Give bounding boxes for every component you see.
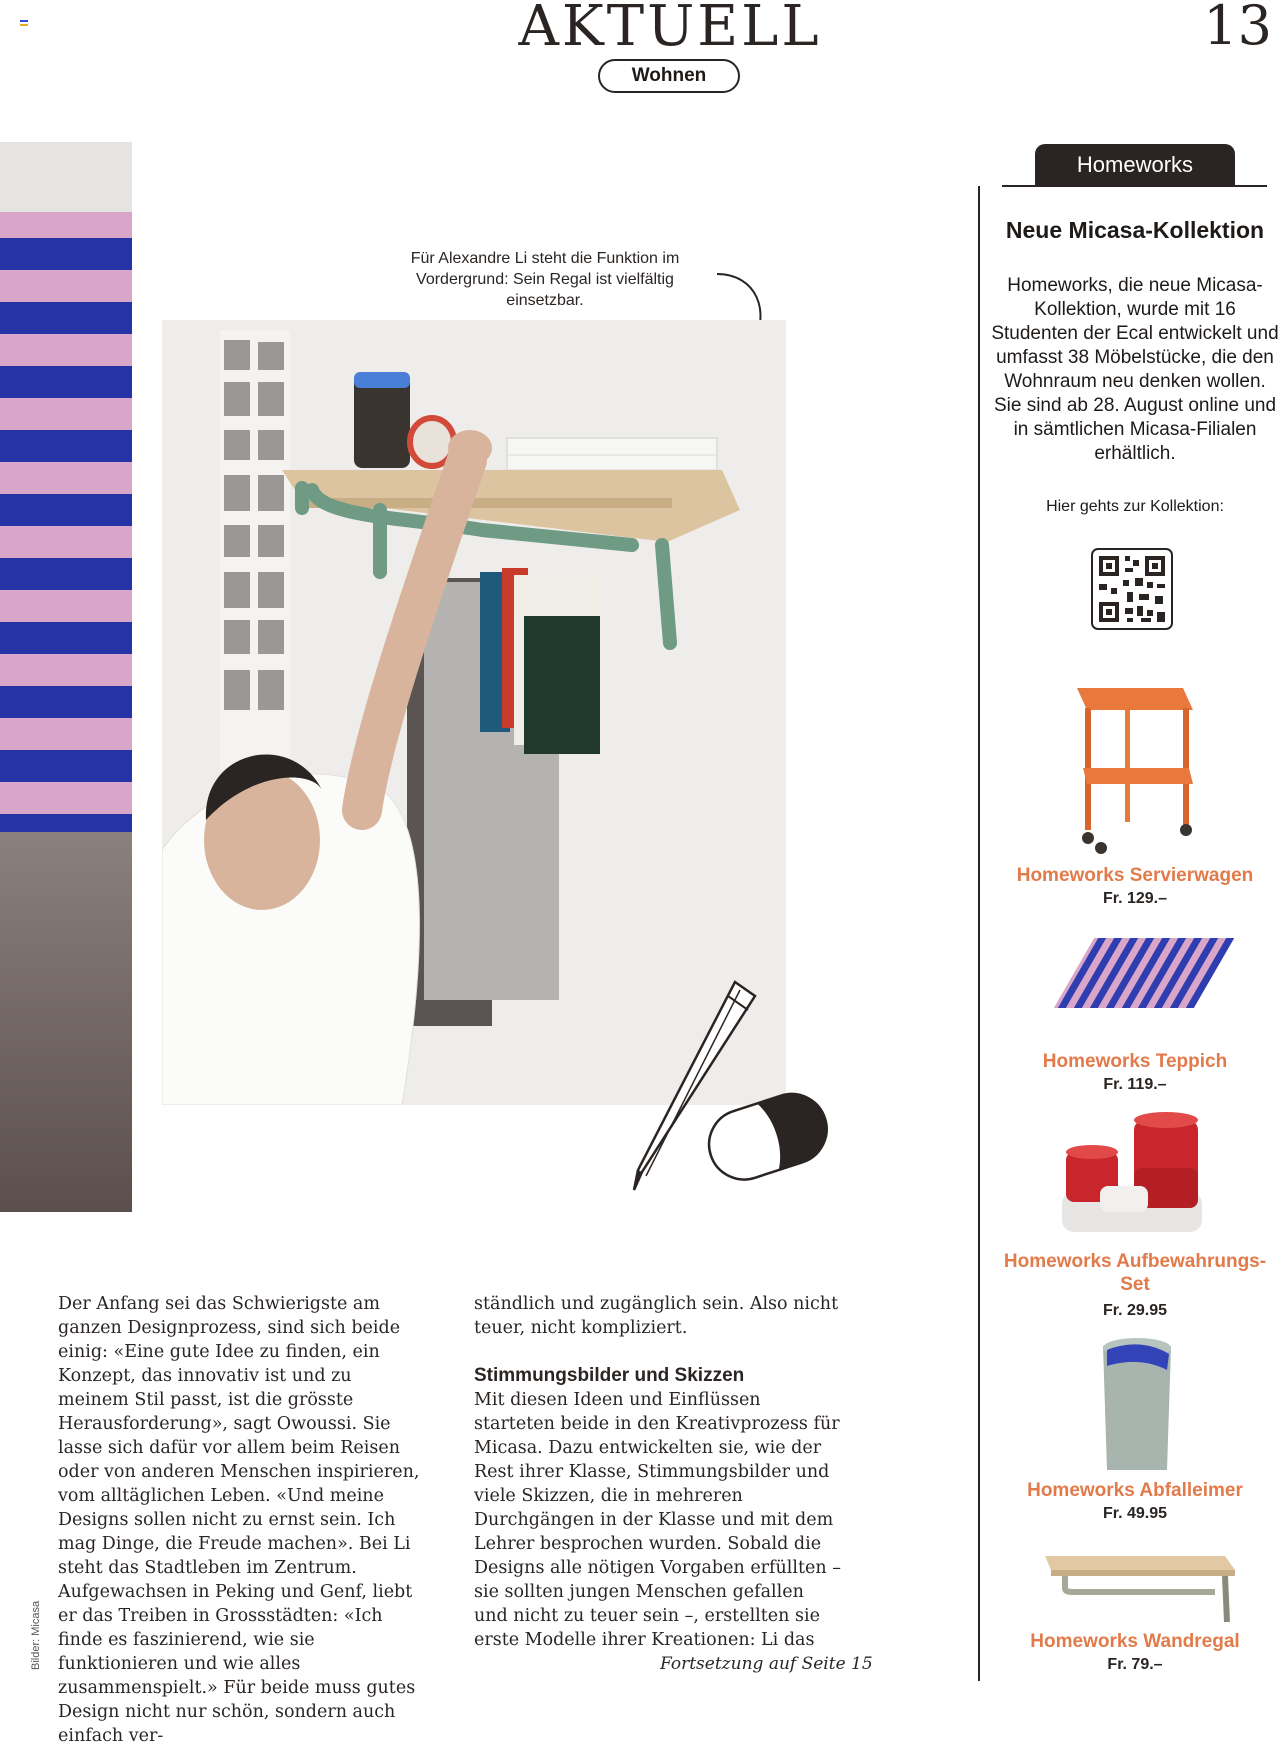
sidebar-title: Neue Micasa-Kollektion (1005, 217, 1265, 243)
product-price: Fr. 29.95 (1102, 1302, 1168, 1319)
rug-photo (0, 142, 132, 1212)
article-column-2 (474, 1292, 842, 1652)
page-number: 13 (1203, 0, 1272, 57)
product-image-teppich (1040, 928, 1240, 1028)
product-image-aufbewahrungs-set (1060, 1112, 1210, 1240)
photo-caption: Für Alexandre Li steht die Funktion im Vordergrund: Sein Regal ist vielfältig einsetzbar. (410, 250, 680, 309)
sidebar-tab: Homeworks (1035, 144, 1235, 186)
pencil-eraser-doodle-icon (620, 972, 850, 1232)
article-paragraph: ständlich und zugänglich sein. Also nicht teuer, nicht kompliziert. (474, 1294, 839, 1338)
photo-credit: Bilder: Micasa (30, 1600, 42, 1670)
product-image-abfalleimer (1097, 1336, 1177, 1476)
product-name[interactable]: Homeworks Abfalleimer (1027, 1480, 1243, 1501)
product-image-servierwagen (1065, 680, 1205, 860)
sidebar-divider (978, 186, 980, 1681)
collection-link-label: Hier gehts zur Kollektion: (1046, 498, 1224, 515)
section-label: Wohnen (598, 59, 740, 93)
article-subhead: Stimmungsbilder und Skizzen (474, 1365, 745, 1386)
qr-code-icon[interactable] (1091, 548, 1173, 630)
product-price: Fr. 79.– (1107, 1656, 1163, 1673)
product-price: Fr. 49.95 (1102, 1505, 1168, 1522)
product-name[interactable]: Homeworks Aufbewahrungs-Set (1003, 1251, 1267, 1295)
product-image-wandregal (1035, 1546, 1245, 1626)
article-paragraph: Der Anfang sei das Schwierigste am ganzen Designprozess, sind sich beide einig: «Eine gute Idee zu finden, ein Konzept, das innovativ ist und zu meinem Stil passt, ist die grösste Herausforderung», sagt Owoussi. Sie lasse sich dafür vor allem beim Reisen oder von anderen Menschen inspirieren, vom alltäglichen Leben. «Und meine Designs sollen nicht zu ernst sein. Ich mag Dinge, die Freude machen». Bei Li steht das Stadtleben im Zentrum. Aufgewachsen in Peking und Genf, liebt er das Treiben in Grossstädten: «Ich finde es faszinierend, wie sie funktionieren und wie alles zusammenspielt.» Für beide muss gutes Design nicht nur schön, sondern auch einfach ver- (58, 1294, 420, 1746)
product-name[interactable]: Homeworks Servierwagen (1016, 865, 1254, 886)
product-name[interactable]: Homeworks Wandregal (1030, 1631, 1240, 1652)
product-price: Fr. 129.– (1102, 890, 1168, 907)
continued-note: Fortsetzung auf Seite 15 (660, 1654, 873, 1674)
article-paragraph: Mit diesen Ideen und Einflüssen starteten beide in den Kreativprozess für Micasa. Dazu entwickelten sie, wie der Rest ihrer Klasse, Stimmungsbilder und viele Skizzen, die in mehreren Durchgängen in der Klasse und mit dem Lehrer besprochen wurden. Sobald die Designs alle nötigen Vorgaben erfüllten – sie sollten jungen Menschen gefallen und nicht zu teuer sein –, erstellten sie erste Modelle ihrer Kreationen: Li das (474, 1390, 841, 1650)
article-column-1 (58, 1292, 426, 1748)
page-title: AKTUELL (518, 0, 822, 59)
sidebar-text: Homeworks, die neue Micasa-Kollektion, wurde mit 16 Studenten der Ecal entwickelt und umfasst 38 Möbelstücke, die den Wohnraum neu denken wollen. Sie sind ab 28. August online und in sämtlichen Micasa-Filialen erhältlich. (991, 275, 1279, 464)
product-name[interactable]: Homeworks Teppich (1042, 1051, 1228, 1072)
product-price: Fr. 119.– (1103, 1076, 1167, 1093)
